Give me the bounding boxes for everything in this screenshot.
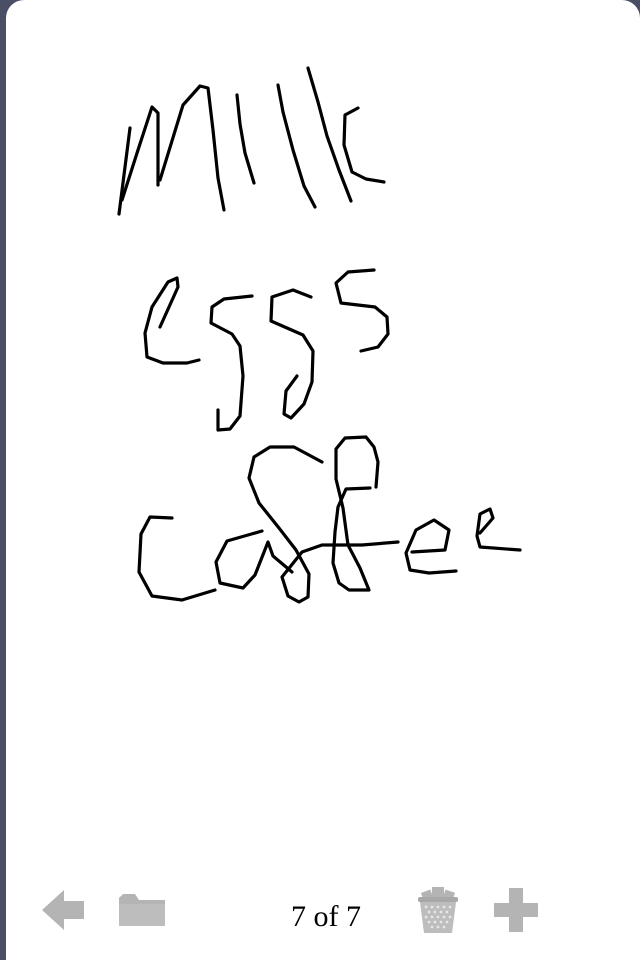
note-sheet [6, 0, 640, 960]
add-page-button[interactable] [486, 880, 546, 940]
drawing-canvas[interactable] [6, 0, 640, 860]
back-arrow-icon [38, 886, 86, 934]
folder-icon [117, 890, 167, 930]
plus-icon [492, 886, 540, 934]
handwriting-eggs [145, 270, 388, 430]
page-indicator: 7 of 7 [291, 900, 361, 933]
trash-icon [416, 885, 460, 935]
handwriting-drawing [6, 0, 640, 860]
bottom-toolbar [6, 870, 640, 960]
folder-button[interactable] [112, 880, 172, 940]
handwriting-milk [119, 68, 384, 214]
trash-button[interactable] [408, 880, 468, 940]
handwriting-coffee [139, 437, 520, 602]
back-button[interactable] [32, 880, 92, 940]
